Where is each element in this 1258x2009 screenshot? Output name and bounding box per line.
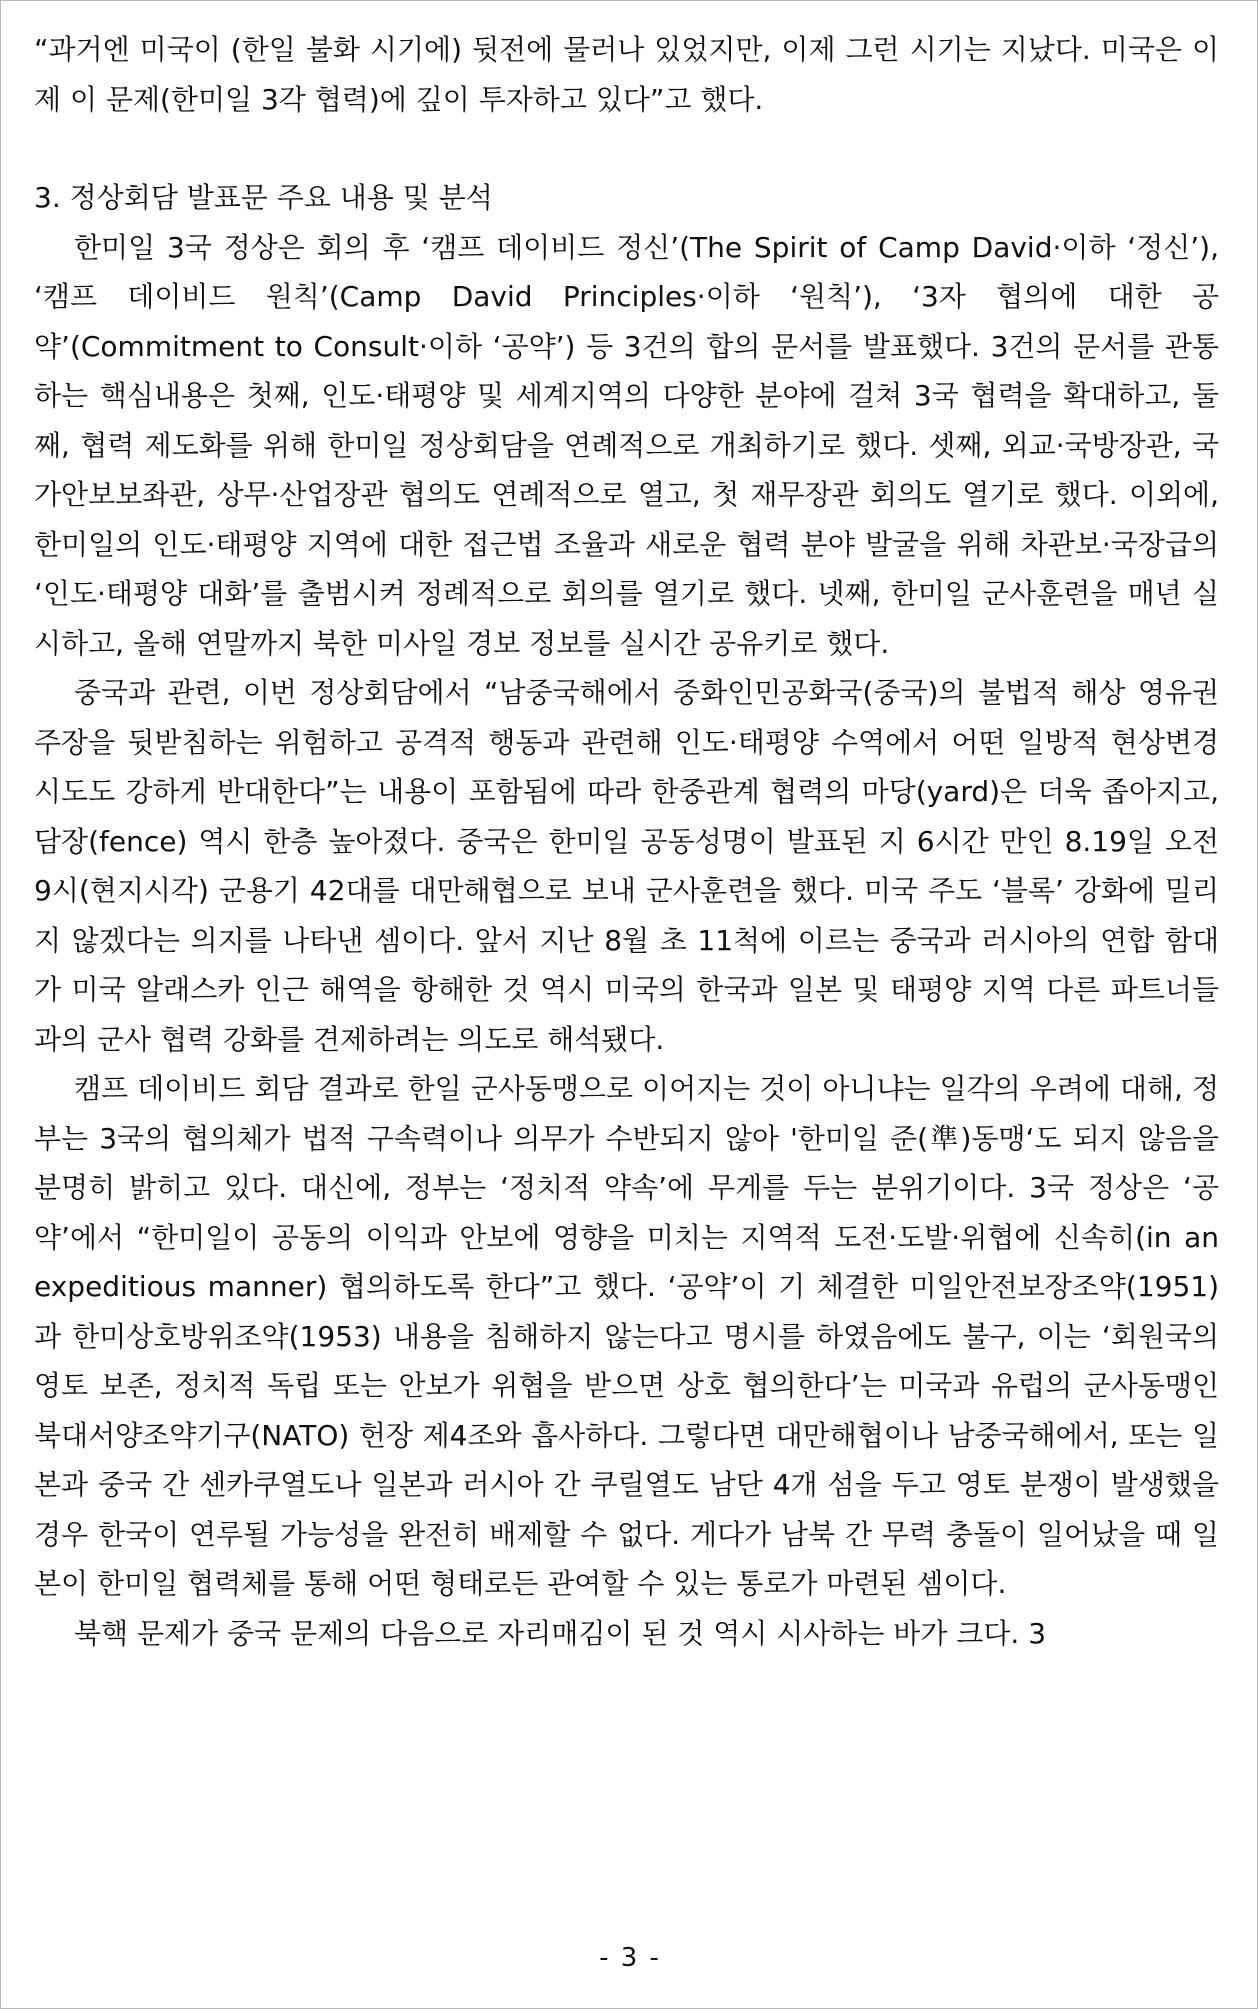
- paragraph-intro-quote: “과거엔 미국이 (한일 불화 시기에) 뒷전에 물러나 있었지만, 이제 그런 시기는 지났다. 미국은 이제 이 문제(한미일 3각 협력)에 깊이 투자하고 있다”고 했다.: [34, 33, 1219, 116]
- paragraph-china-relations: 중국과 관련, 이번 정상회담에서 “남중국해에서 중화인민공화국(중국)의 불법적 해상 영유권 주장을 뒷받침하는 위험하고 공격적 행동과 관련해 인도·태평양 수역에서 어떤 일방적 현상변경 시도도 강하게 반대한다”는 내용이 포함됨에 따라 한중관계 협력의 마당(yard)은 더욱 좁아지고, 담장(fence) 역시 한층 높아졌다. 중국은 한미일 공동성명이 발표된 지 6시간 만인 8.19일 오전 9시(현지시각) 군용기 42대를 대만해협으로 보내 군사훈련을 했다. 미국 주도 ‘블록’ 강화에 밀리지 않겠다는 의지를 나타낸 셈이다. 앞서 지난 8월 초 11척에 이르는 중국과 러시아의 연합 함대가 미국 알래스카 인근 해역을 항해한 것 역시 미국의 한국과 일본 및 태평양 지역 다른 파트너들과의 군사 협력 강화를 견제하려는 의도로 해석됐다.: [34, 676, 1219, 1056]
- paragraph-military-alliance: 캠프 데이비드 회담 결과로 한일 군사동맹으로 이어지는 것이 아니냐는 일각의 우려에 대해, 정부는 3국의 협의체가 법적 구속력이나 의무가 수반되지 않아 '한미일 준(準)동맹‘도 되지 않음을 분명히 밝히고 있다. 대신에, 정부는 ‘정치적 약속’에 무게를 두는 분위기이다. 3국 정상은 ‘공약’에서 “한미일이 공동의 이익과 안보에 영향을 미치는 지역적 도전·도발·위협에 신속히(in an expeditious manner) 협의하도록 한다”고 했다. ‘공약’이 기 체결한 미일안전보장조약(1951)과 한미상호방위조약(1953) 내용을 침해하지 않는다고 명시를 하였음에도 불구, 이는 ‘회원국의 영토 보존, 정치적 독립 또는 안보가 위협을 받으면 상호 협의한다’는 미국과 유럽의 군사동맹인 북대서양조약기구(NATO) 헌장 제4조와 흡사하다. 그렇다면 대만해협이나 남중국해에서, 또는 일본과 중국 간 센카쿠열도나 일본과 러시아 간 쿠릴열도 남단 4개 섬을 두고 영토 분쟁이 발생했을 경우 한국이 연루될 가능성을 완전히 배제할 수 없다. 게다가 남북 간 무력 충돌이 일어났을 때 일본이 한미일 협력체를 통해 어떤 형태로든 관여할 수 있는 통로가 마련된 셈이다.: [34, 1072, 1219, 1600]
- page-number: - 3 -: [599, 1943, 661, 1973]
- document-body: [34, 25, 1219, 1658]
- paragraph-north-korea-nuclear: 북핵 문제가 중국 문제의 다음으로 자리매김이 된 것 역시 시사하는 바가 크다. 3: [74, 1616, 1047, 1650]
- section-heading: 3. 정상회담 발표문 주요 내용 및 분석: [34, 181, 493, 214]
- paragraph-summit-documents: 한미일 3국 정상은 회의 후 ‘캠프 데이비드 정신’(The Spirit of Camp David·이하 ‘정신’), ‘캠프 데이비드 원칙’(Camp David Principles·이하 ‘원칙’), ‘3자 협의에 대한 공약’(Commitment to Consult·이하 ‘공약’) 등 3건의 합의 문서를 발표했다. 3건의 문서를 관통하는 핵심내용은 첫째, 인도·태평양 및 세계지역의 다양한 분야에 걸쳐 3국 협력을 확대하고, 둘째, 협력 제도화를 위해 한미일 정상회담을 연례적으로 개최하기로 했다. 셋째, 외교·국방장관, 국가안보보좌관, 상무·산업장관 협의도 연례적으로 열고, 첫 재무장관 회의도 열기로 했다. 이외에, 한미일의 인도·태평양 지역에 대한 접근법 조율과 새로운 협력 분야 발굴을 위해 차관보·국장급의 ‘인도·태평양 대화’를 출범시켜 정례적으로 회의를 열기로 했다. 넷째, 한미일 군사훈련을 매년 실시하고, 올해 연말까지 북한 미사일 경보 정보를 실시간 공유키로 했다.: [34, 230, 1219, 660]
